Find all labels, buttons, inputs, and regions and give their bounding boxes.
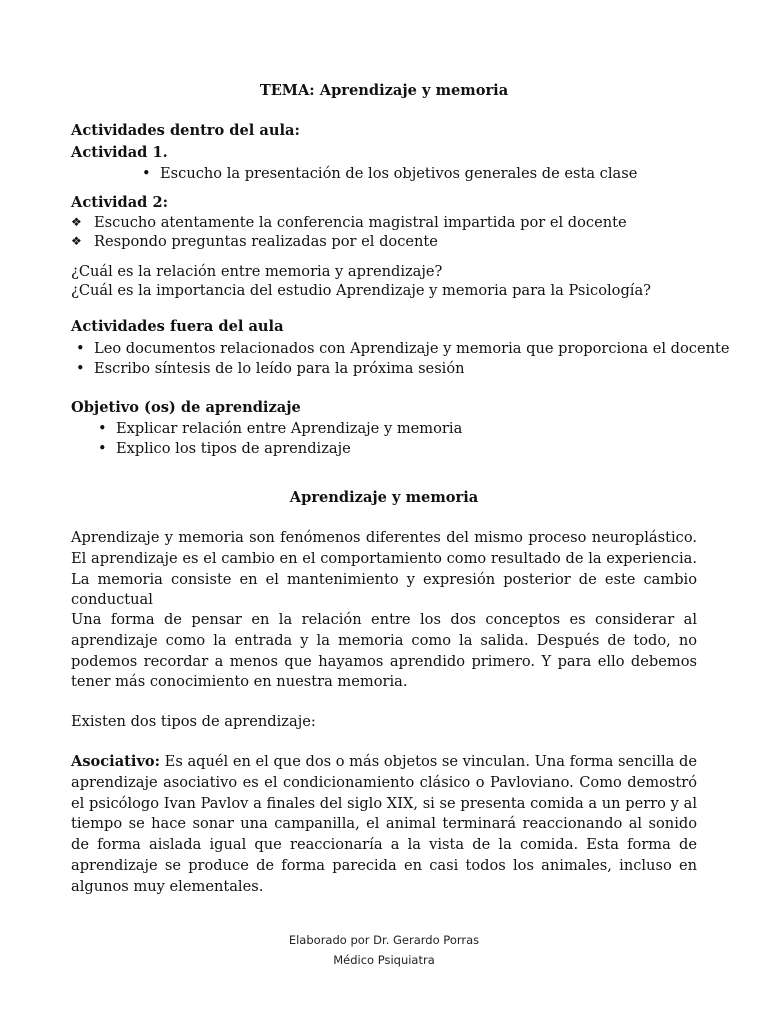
list-item: • Explico los tipos de aprendizaje <box>116 439 462 459</box>
activity2-heading: Actividad 2: <box>71 194 169 211</box>
document-page <box>71 0 730 1024</box>
associative-label: Asociativo: <box>71 753 161 770</box>
section-heading: Aprendizaje y memoria <box>289 489 479 506</box>
activities-in-heading: Actividades dentro del aula: <box>71 122 300 139</box>
document-title: TEMA: Aprendizaje y memoria <box>259 82 509 99</box>
objectives-heading: Objetivo (os) de aprendizaje <box>71 399 301 416</box>
paragraph: Existen dos tipos de aprendizaje: <box>71 713 316 730</box>
list-item: • Escribo síntesis de lo leído para la próxima sesión <box>94 359 730 379</box>
footer-role: Médico Psiquiatra <box>333 953 435 967</box>
question-line: ¿Cuál es la importancia del estudio Aprendizaje y memoria para la Psicología? <box>71 282 651 299</box>
diamond-bullet-icon: ❖ <box>71 215 82 229</box>
activity1-list <box>160 164 637 184</box>
paragraph: Aprendizaje y memoria son fenómenos diferentes del mismo proceso neuroplástico. El aprendizaje es el cambio en el comportamiento como resultado de la experiencia. La memoria consiste en el mantenimiento y expresión posterior de este cambio conductual <box>71 529 697 609</box>
objectives-list <box>116 419 462 458</box>
list-item-text: Escucho atentamente la conferencia magistral impartida por el docente <box>94 214 627 231</box>
list-item: • Explicar relación entre Aprendizaje y memoria <box>116 419 462 439</box>
list-item-text: Respondo preguntas realizadas por el docente <box>94 233 438 250</box>
diamond-bullet-icon: ❖ <box>71 234 82 248</box>
list-item: • Leo documentos relacionados con Aprendizaje y memoria que proporciona el docente <box>94 339 730 359</box>
question-line: ¿Cuál es la relación entre memoria y aprendizaje? <box>71 263 443 280</box>
footer-author: Elaborado por Dr. Gerardo Porras <box>288 933 480 947</box>
associative-paragraph <box>71 752 697 898</box>
list-item: • Escucho la presentación de los objetivos generales de esta clase <box>160 164 637 184</box>
activity1-heading: Actividad 1. <box>71 144 168 161</box>
activities-out-heading: Actividades fuera del aula <box>71 318 284 335</box>
paragraph: Una forma de pensar en la relación entre los dos conceptos es considerar al aprendizaje como la entrada y la memoria como la salida. Después de todo, no podemos recordar a menos que hayamos aprendido primero. Y para ello debemos tener más conocimiento en nuestra memoria. <box>71 611 697 691</box>
activities-out-list <box>94 339 730 378</box>
associative-text: Es aquél en el que dos o más objetos se vinculan. Una forma sencilla de aprendizaje asociativo es el condicionamiento clásico o Pavloviano. Como demostró el psicólogo Ivan Pavlov a finales del siglo XIX, si se presenta comida a un perro y al tiempo se hace sonar una campanilla, el animal terminará reaccionando al sonido de forma aislada igual que reaccionaría a la vista de la comida. Esta forma de aprendizaje se produce de forma parecida en casi todos los animales, incluso en algunos muy elementales. <box>71 753 697 895</box>
